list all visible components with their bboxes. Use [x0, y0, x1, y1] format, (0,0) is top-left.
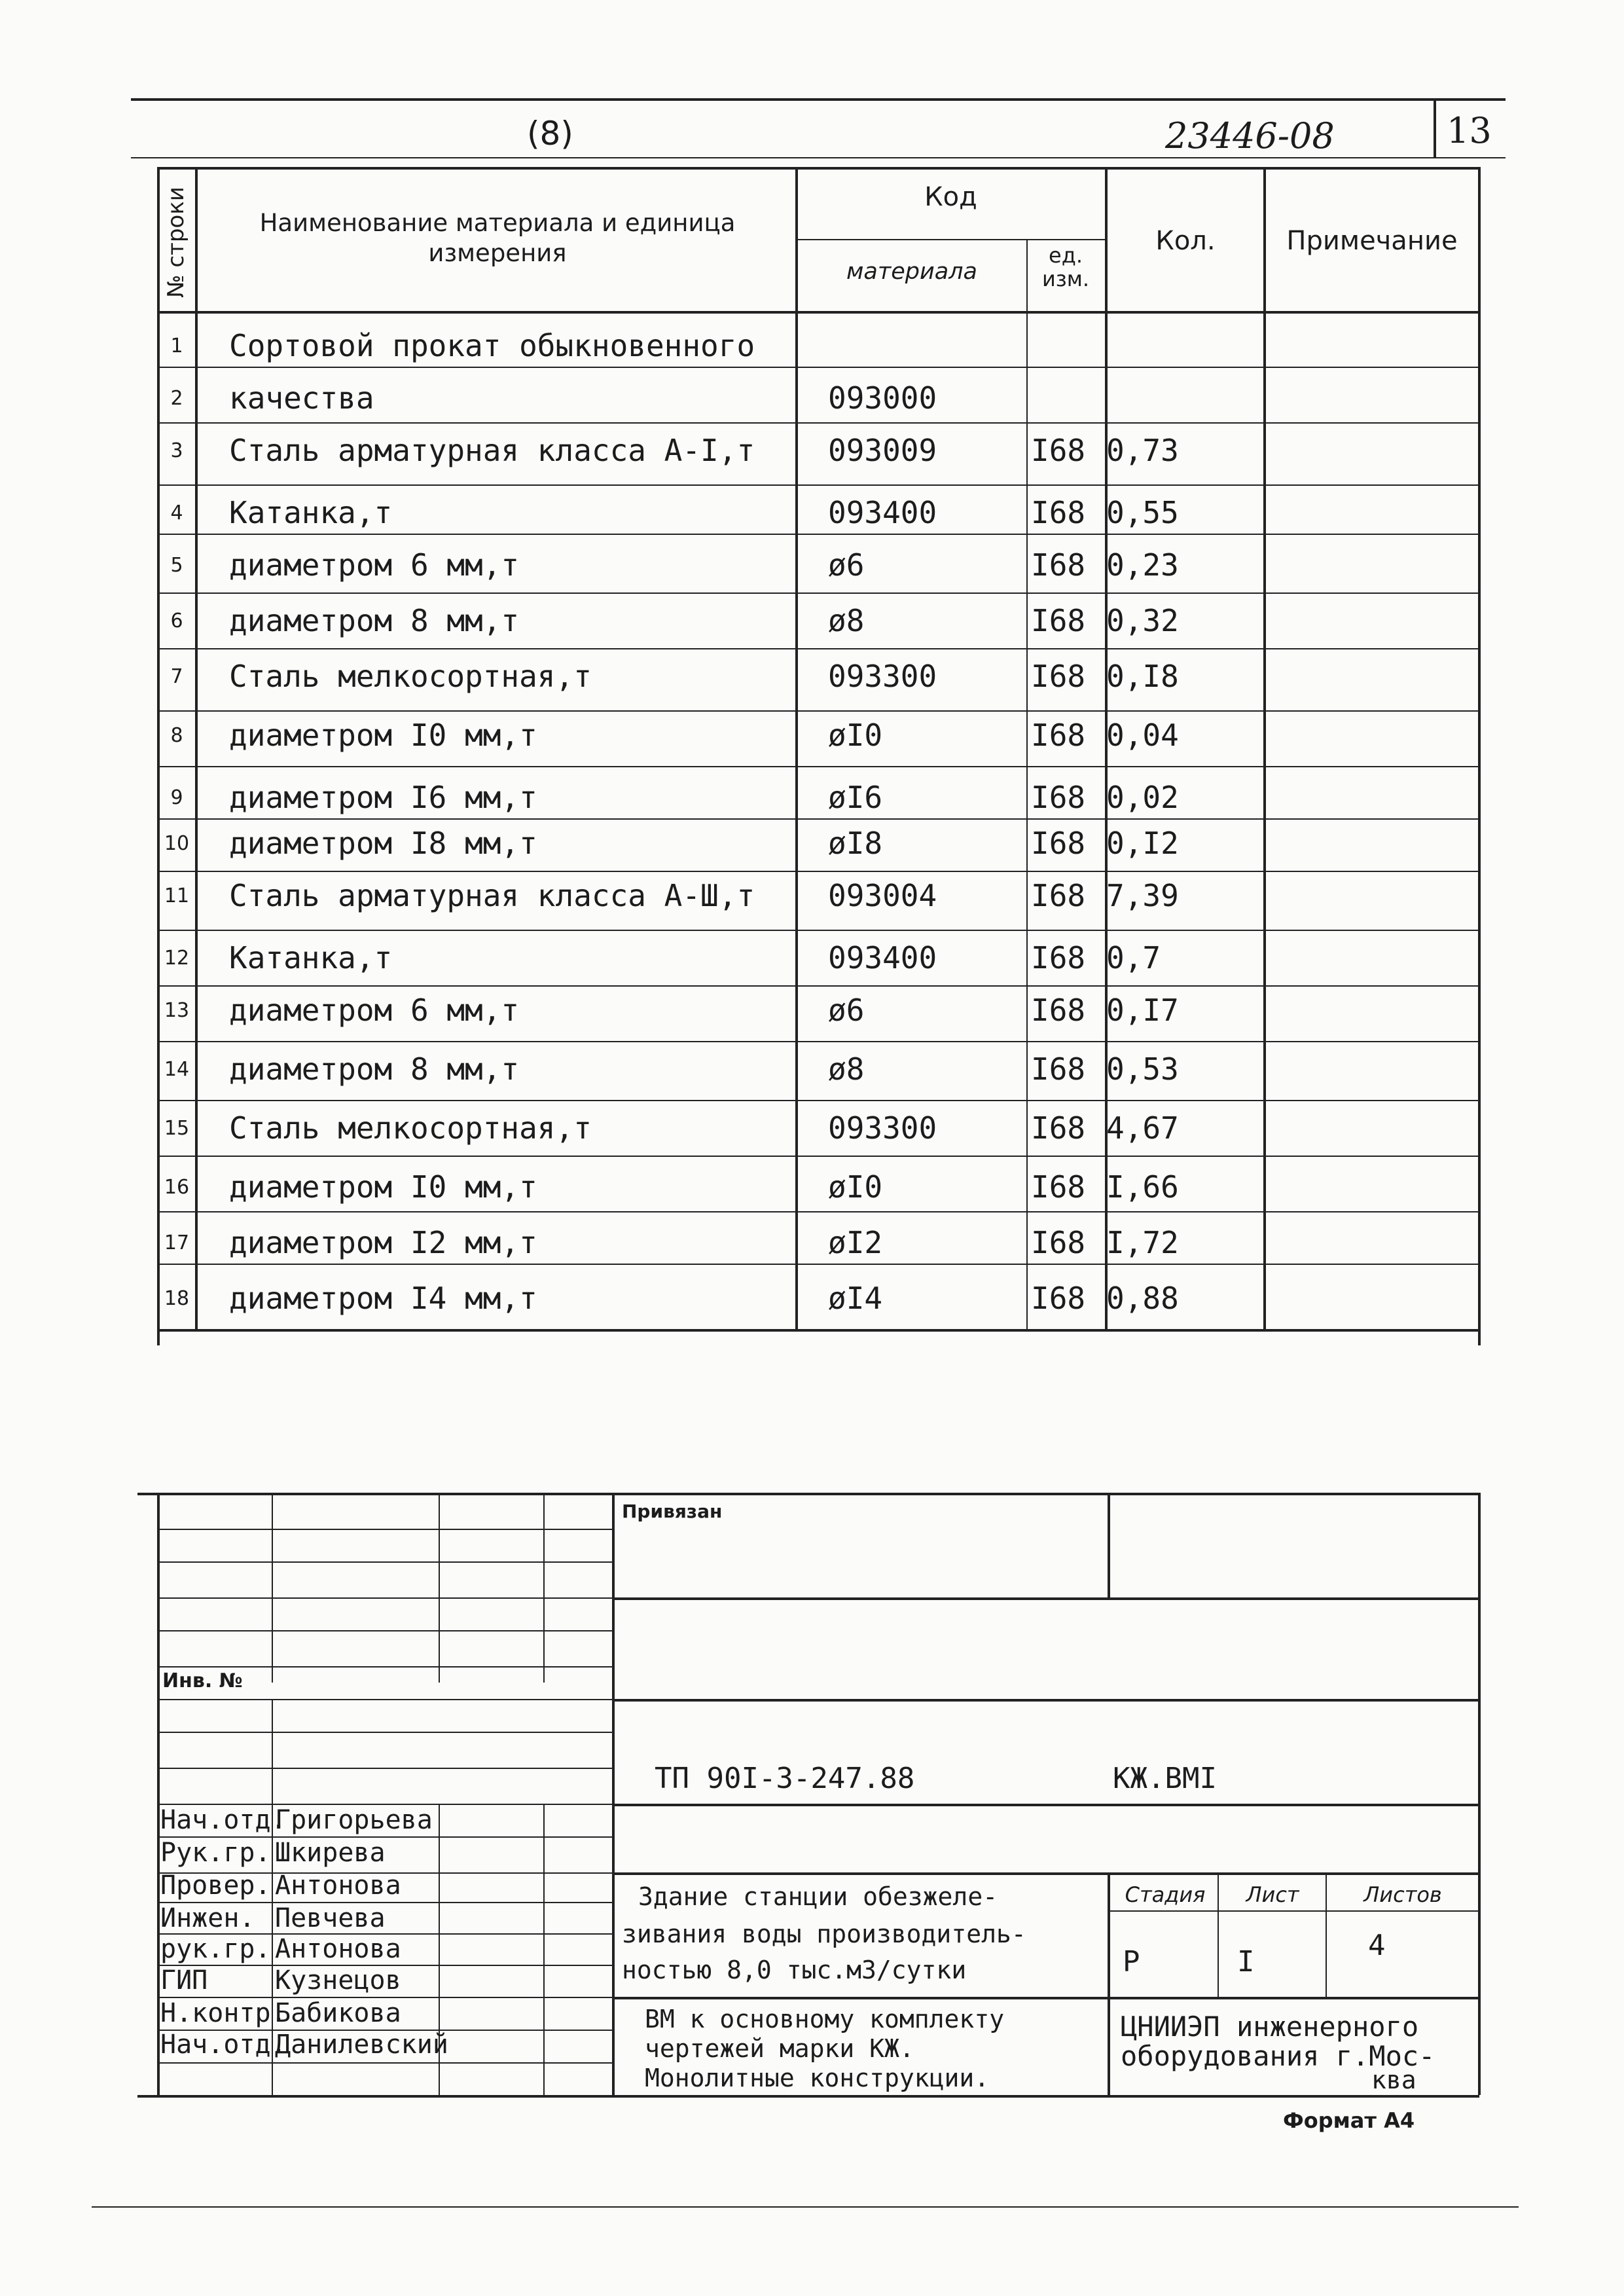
grid-line — [157, 1732, 612, 1733]
table-top-border — [157, 167, 1479, 170]
stage-header-line — [1108, 1910, 1479, 1912]
unit-code: I68 — [1031, 433, 1086, 468]
grid-line — [157, 1768, 612, 1769]
material-name: Сталь арматурная класса А-I,т — [229, 433, 755, 468]
unit-code: I68 — [1031, 826, 1086, 861]
header-bottom-line — [131, 157, 1506, 158]
material-code: ø8 — [828, 603, 865, 638]
header-row-number: № строки — [163, 187, 189, 298]
material-code: øI0 — [828, 718, 883, 753]
material-name: диаметром I0 мм,т — [229, 1169, 537, 1205]
row-number: 18 — [164, 1287, 190, 1310]
grid-line — [157, 1699, 612, 1700]
quantity: 0,53 — [1106, 1051, 1179, 1087]
tb-col-1a — [272, 1493, 273, 1683]
material-code: øI6 — [828, 780, 883, 815]
row-divider — [157, 766, 1479, 767]
title-line-5 — [612, 1997, 1479, 1999]
building-title-line-1: Здание станции обезжеле- — [638, 1882, 998, 1911]
row-divider — [157, 930, 1479, 931]
signature-role: Н.контр. — [160, 1998, 287, 2028]
row-number: 15 — [164, 1117, 190, 1140]
signature-name: Певчева — [275, 1903, 386, 1933]
organization-line-1: ЦНИИЭП инженерного — [1121, 2011, 1419, 2043]
signature-name: Данилевский — [275, 2030, 448, 2060]
material-name: диаметром I6 мм,т — [229, 780, 537, 815]
row-number: 13 — [164, 999, 190, 1022]
row-divider — [157, 367, 1479, 368]
quantity: I,72 — [1106, 1225, 1179, 1260]
header-unit-code: ед. изм. — [1041, 243, 1090, 291]
quantity: 0,I2 — [1106, 826, 1179, 861]
row-divider — [157, 818, 1479, 820]
row-divider — [157, 871, 1479, 872]
material-code: 093400 — [828, 495, 937, 530]
project-code: ТП 90I-3-247.88 — [655, 1762, 915, 1795]
unit-code: I68 — [1031, 878, 1086, 913]
material-name: диаметром I0 мм,т — [229, 718, 537, 753]
quantity: 0,I8 — [1106, 659, 1179, 694]
bottom-trim-line — [92, 2206, 1519, 2208]
row-number: 10 — [164, 832, 190, 855]
row-divider — [157, 534, 1479, 535]
doc-title-line-1: ВМ к основному комплекту — [645, 2005, 1005, 2033]
row-divider — [157, 422, 1479, 424]
row-divider — [157, 1211, 1479, 1212]
material-name: Сортовой прокат обыкновенного — [229, 328, 755, 363]
row-divider — [157, 710, 1479, 712]
page-index: (8) — [527, 115, 573, 153]
material-name: диаметром 8 мм,т — [229, 1051, 520, 1087]
unit-code: I68 — [1031, 940, 1086, 975]
quantity: 0,55 — [1106, 495, 1179, 530]
unit-code: I68 — [1031, 1051, 1086, 1087]
code-subheader-line — [795, 239, 1106, 240]
tb-left-border — [157, 1493, 160, 2095]
material-name: диаметром 6 мм,т — [229, 993, 520, 1028]
title-line-2 — [612, 1699, 1479, 1702]
material-code: 093300 — [828, 659, 937, 694]
building-title-line-3: ностью 8,0 тыс.м3/сутки — [622, 1956, 967, 1984]
quantity: 0,88 — [1106, 1281, 1179, 1316]
header-material-code: материала — [846, 259, 977, 285]
sheet-number: 13 — [1447, 110, 1492, 151]
row-divider — [157, 985, 1479, 987]
doc-title-line-2: чертежей марки КЖ. — [645, 2034, 914, 2063]
col-divider-code — [1026, 239, 1028, 1329]
tb-col-sheets — [1326, 1872, 1327, 1997]
signature-role: ГИП — [160, 1965, 208, 1995]
row-number: 8 — [170, 724, 183, 747]
sheets-label: Листов — [1363, 1882, 1442, 1907]
doc-title-line-3: Монолитные конструкции. — [645, 2064, 990, 2092]
row-divider — [157, 592, 1479, 594]
signature-role: Провер. — [160, 1870, 271, 1901]
unit-code: I68 — [1031, 993, 1086, 1028]
quantity: 4,67 — [1106, 1110, 1179, 1146]
sheets-value: 4 — [1368, 1929, 1386, 1962]
material-name: диаметром 6 мм,т — [229, 547, 520, 583]
table-header-bottom — [157, 311, 1479, 314]
row-number: 2 — [170, 387, 183, 410]
quantity: 7,39 — [1106, 878, 1179, 913]
linked-label: Привязан — [622, 1501, 723, 1522]
material-code: ø8 — [828, 1051, 865, 1087]
quantity: 0,73 — [1106, 433, 1179, 468]
quantity: 0,02 — [1106, 780, 1179, 815]
unit-code: I68 — [1031, 718, 1086, 753]
material-name: диаметром I8 мм,т — [229, 826, 537, 861]
row-divider — [157, 484, 1479, 486]
unit-code: I68 — [1031, 1225, 1086, 1260]
row-number: 14 — [164, 1058, 190, 1081]
header-note: Примечание — [1286, 226, 1458, 256]
signature-role: Нач.отд. — [160, 2030, 287, 2060]
signature-name: Антонова — [275, 1934, 401, 1964]
signature-role: Нач.отд. — [160, 1805, 287, 1835]
tb-right-border — [1478, 1493, 1481, 2095]
material-name: качества — [229, 380, 374, 416]
material-name: Сталь мелкосортная,т — [229, 659, 592, 694]
material-code: 093009 — [828, 433, 937, 468]
col-divider-qty — [1263, 167, 1266, 1329]
inventory-number-label: Инв. № — [162, 1669, 243, 1692]
quantity: 0,04 — [1106, 718, 1179, 753]
material-code: ø6 — [828, 993, 865, 1028]
material-name: диаметром I4 мм,т — [229, 1281, 537, 1316]
material-code: 093004 — [828, 878, 937, 913]
sheet-label: Лист — [1246, 1882, 1299, 1907]
table-bottom-border — [157, 1329, 1479, 1332]
quantity: I,66 — [1106, 1169, 1179, 1205]
material-code: ø6 — [828, 547, 865, 583]
unit-code: I68 — [1031, 1169, 1086, 1205]
format-label: Формат А4 — [1283, 2108, 1415, 2133]
header-code: Код — [924, 182, 977, 212]
signature-role: рук.гр. — [160, 1934, 271, 1964]
unit-code: I68 — [1031, 659, 1086, 694]
quantity: 0,I7 — [1106, 993, 1179, 1028]
tb-col-stage — [1108, 1872, 1110, 2095]
unit-code: I68 — [1031, 495, 1086, 530]
signature-name: Бабикова — [275, 1998, 401, 2028]
title-line-4 — [612, 1872, 1479, 1875]
material-code: 093300 — [828, 1110, 937, 1146]
tb-col-main — [612, 1493, 615, 2095]
row-divider — [157, 1156, 1479, 1157]
title-block-bottom-line — [137, 2095, 1479, 2098]
row-number: 5 — [170, 554, 183, 577]
organization-line-2: оборудования г.Мос- — [1121, 2040, 1435, 2072]
signature-name: Григорьева — [275, 1805, 433, 1835]
header-quantity: Кол. — [1155, 226, 1216, 256]
row-divider — [157, 1041, 1479, 1042]
row-number: 12 — [164, 947, 190, 970]
material-name: Катанка,т — [229, 495, 393, 530]
row-divider — [157, 1100, 1479, 1101]
row-number: 9 — [170, 786, 183, 809]
title-block-top-line — [137, 1493, 1479, 1495]
row-number: 3 — [170, 439, 183, 462]
table-right-border — [1478, 167, 1481, 1345]
unit-code: I68 — [1031, 547, 1086, 583]
unit-code: I68 — [1031, 1281, 1086, 1316]
document-number: 23446-08 — [1165, 115, 1335, 156]
tb-col-3a — [543, 1493, 545, 1683]
row-number: 16 — [164, 1176, 190, 1199]
title-line-3 — [612, 1804, 1479, 1806]
signature-name: Кузнецов — [275, 1965, 401, 1995]
sheet-box-divider — [1434, 98, 1436, 158]
material-code: øI2 — [828, 1225, 883, 1260]
material-code: 093400 — [828, 940, 937, 975]
unit-code: I68 — [1031, 603, 1086, 638]
quantity: 0,7 — [1106, 940, 1161, 975]
row-number: 11 — [164, 884, 190, 907]
material-name: Сталь арматурная класса А-Ш,т — [229, 878, 755, 913]
material-code: øI8 — [828, 826, 883, 861]
top-border-line — [131, 98, 1506, 101]
material-code: øI4 — [828, 1281, 883, 1316]
material-code: 093000 — [828, 380, 937, 416]
material-code: øI0 — [828, 1169, 883, 1205]
title-line-linked-bottom — [612, 1597, 1479, 1600]
material-name: диаметром 8 мм,т — [229, 603, 520, 638]
row-number: 7 — [170, 665, 183, 688]
material-name: диаметром I2 мм,т — [229, 1225, 537, 1260]
material-name: Катанка,т — [229, 940, 393, 975]
quantity: 0,32 — [1106, 603, 1179, 638]
header-material-name: Наименование материала и единица измерения — [259, 209, 736, 267]
row-divider — [157, 1264, 1479, 1265]
signature-name: Шкирева — [275, 1838, 386, 1868]
tb-col-3b — [543, 1804, 545, 2095]
tb-col-sheet — [1218, 1872, 1219, 1997]
sheet-value: I — [1237, 1945, 1255, 1978]
tb-col-linked-right — [1108, 1493, 1110, 1597]
row-number: 1 — [170, 335, 183, 357]
row-number: 17 — [164, 1231, 190, 1254]
building-title-line-2: зивания воды производитель- — [622, 1920, 1026, 1948]
stage-value: Р — [1123, 1945, 1140, 1978]
tb-col-2a — [439, 1493, 440, 1683]
col-divider-no — [195, 167, 198, 1329]
signature-name: Антонова — [275, 1870, 401, 1901]
stage-label: Стадия — [1125, 1882, 1206, 1907]
unit-code: I68 — [1031, 780, 1086, 815]
row-number: 6 — [170, 610, 183, 632]
unit-code: I68 — [1031, 1110, 1086, 1146]
signature-role: Инжен. — [160, 1903, 255, 1933]
quantity: 0,23 — [1106, 547, 1179, 583]
material-name: Сталь мелкосортная,т — [229, 1110, 592, 1146]
row-divider — [157, 648, 1479, 649]
row-number: 4 — [170, 501, 183, 524]
col-divider-name — [795, 167, 798, 1329]
organization-line-3: ква — [1371, 2066, 1416, 2094]
document-mark: КЖ.ВМI — [1113, 1762, 1217, 1795]
signature-role: Рук.гр. — [160, 1838, 271, 1868]
